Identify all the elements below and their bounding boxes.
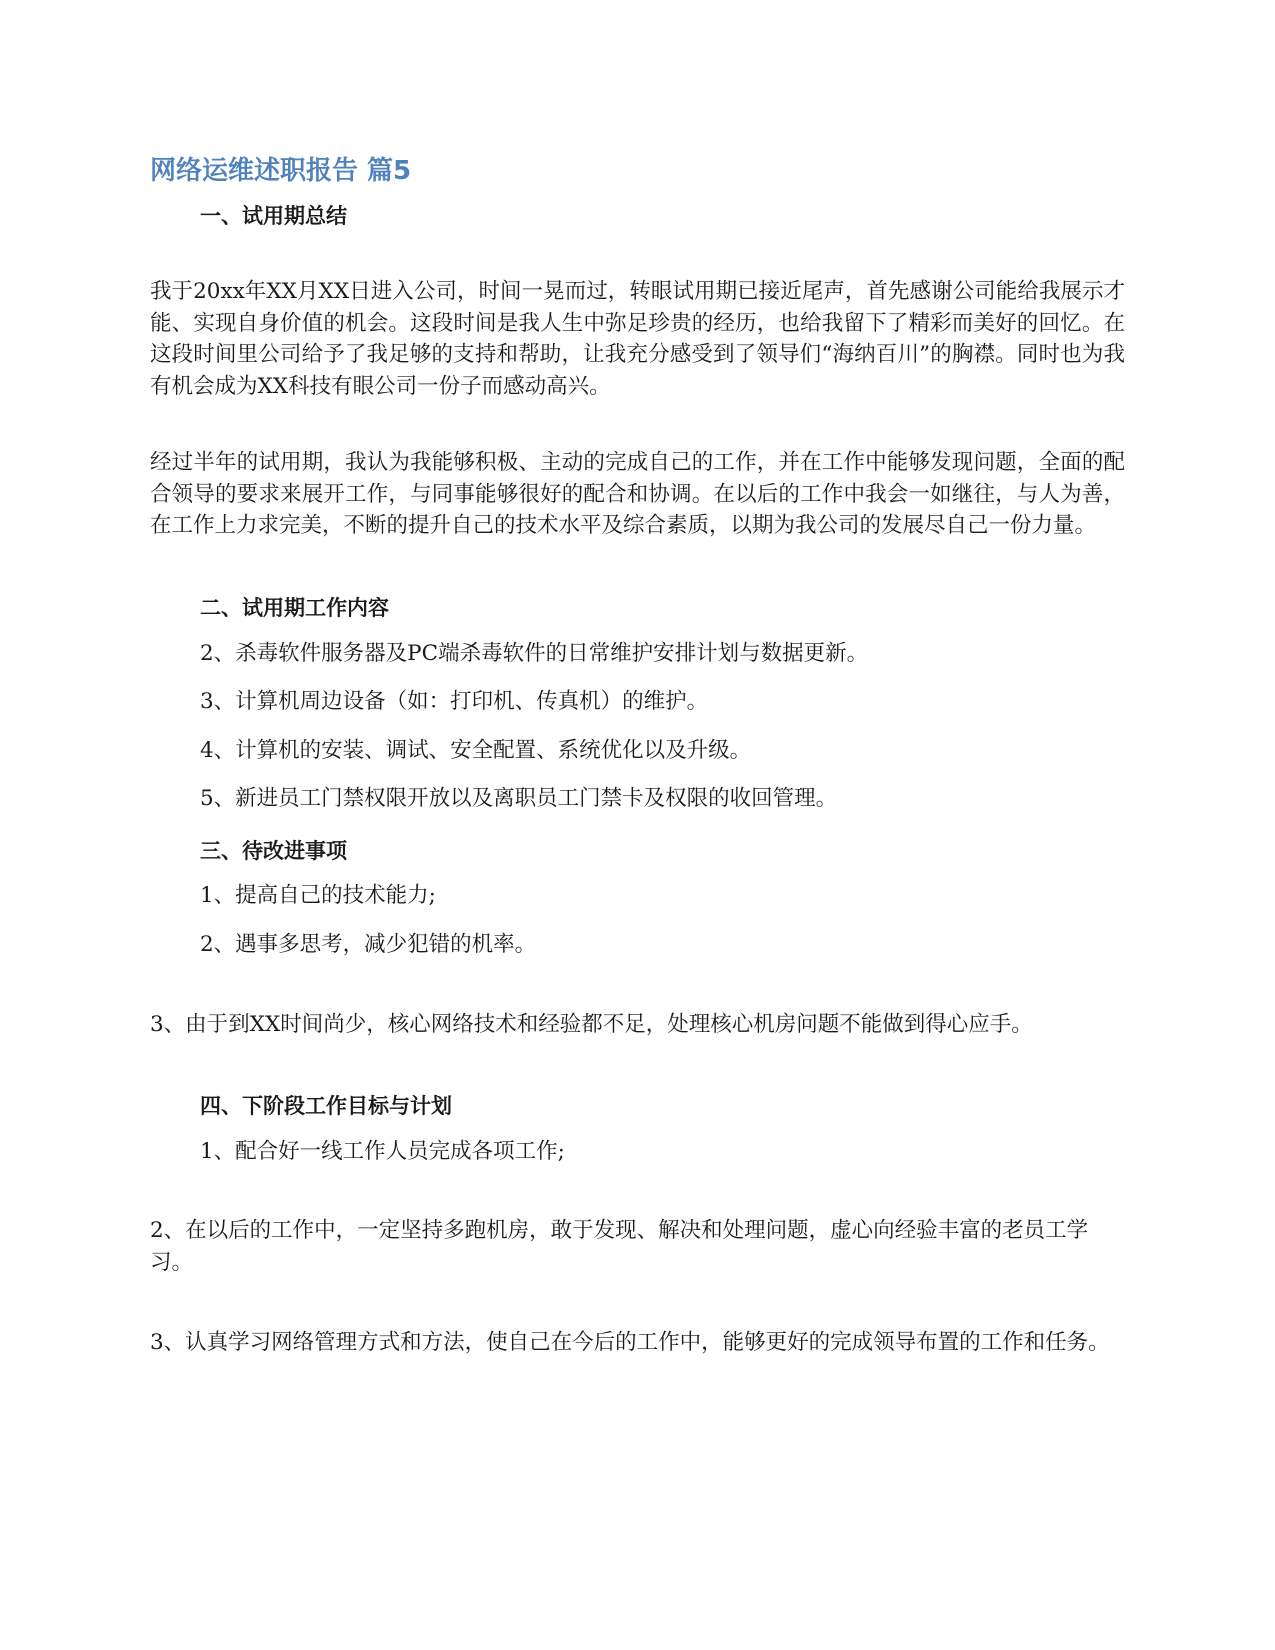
document-title: 网络运维述职报告 篇5 bbox=[150, 156, 412, 186]
list-item: 3、计算机周边设备（如：打印机、传真机）的维护。 bbox=[200, 689, 709, 714]
list-item: 4、计算机的安装、调试、安全配置、系统优化以及升级。 bbox=[200, 738, 752, 763]
section-heading-trial-summary: 一、试用期总结 bbox=[200, 204, 347, 228]
paragraph-intro: 我于20xx年XX月XX日进入公司，时间一晃而过，转眼试用期已接近尾声，首先感谢公司能给我展示才能、实现自身价值的机会。这段时间是我人生中弥足珍贵的经历，也给我留下了精彩而美好的回忆。在这段时间里公司给予了我足够的支持和帮助，让我充分感受到了领导们“海纳百川”的胸襟。同时也为我有机会成为XX科技有眼公司一份子而感动高兴。 bbox=[150, 279, 1125, 399]
section-heading-next-goals: 四、下阶段工作目标与计划 bbox=[200, 1094, 452, 1118]
list-item: 1、提高自己的技术能力; bbox=[200, 883, 436, 908]
section-heading-improvements: 三、待改进事项 bbox=[200, 839, 347, 863]
list-item: 2、遇事多思考，减少犯错的机率。 bbox=[200, 932, 537, 957]
paragraph-self-assessment: 经过半年的试用期，我认为我能够积极、主动的完成自己的工作，并在工作中能够发现问题，全面的配合领导的要求来展开工作，与同事能够很好的配合和协调。在以后的工作中我会一如继往，与人为善，在工作上力求完美，不断的提升自己的技术水平及综合素质，以期为我公司的发展尽自己一份力量。 bbox=[150, 450, 1125, 538]
paragraph-improvement-3: 3、由于到XX时间尚少，核心网络技术和经验都不足，处理核心机房问题不能做到得心应手。 bbox=[150, 1012, 1033, 1037]
list-item: 1、配合好一线工作人员完成各项工作; bbox=[200, 1139, 565, 1164]
list-item: 2、杀毒软件服务器及PC端杀毒软件的日常维护安排计划与数据更新。 bbox=[200, 641, 869, 666]
paragraph-goal-2: 2、在以后的工作中，一定坚持多跑机房，敢于发现、解决和处理问题，虚心向经验丰富的老员工学习。 bbox=[150, 1218, 1089, 1275]
paragraph-goal-3: 3、认真学习网络管理方式和方法，使自己在今后的工作中，能够更好的完成领导布置的工作和任务。 bbox=[150, 1330, 1110, 1355]
list-item: 5、新进员工门禁权限开放以及离职员工门禁卡及权限的收回管理。 bbox=[200, 786, 838, 811]
section-heading-work-content: 二、试用期工作内容 bbox=[200, 596, 389, 620]
